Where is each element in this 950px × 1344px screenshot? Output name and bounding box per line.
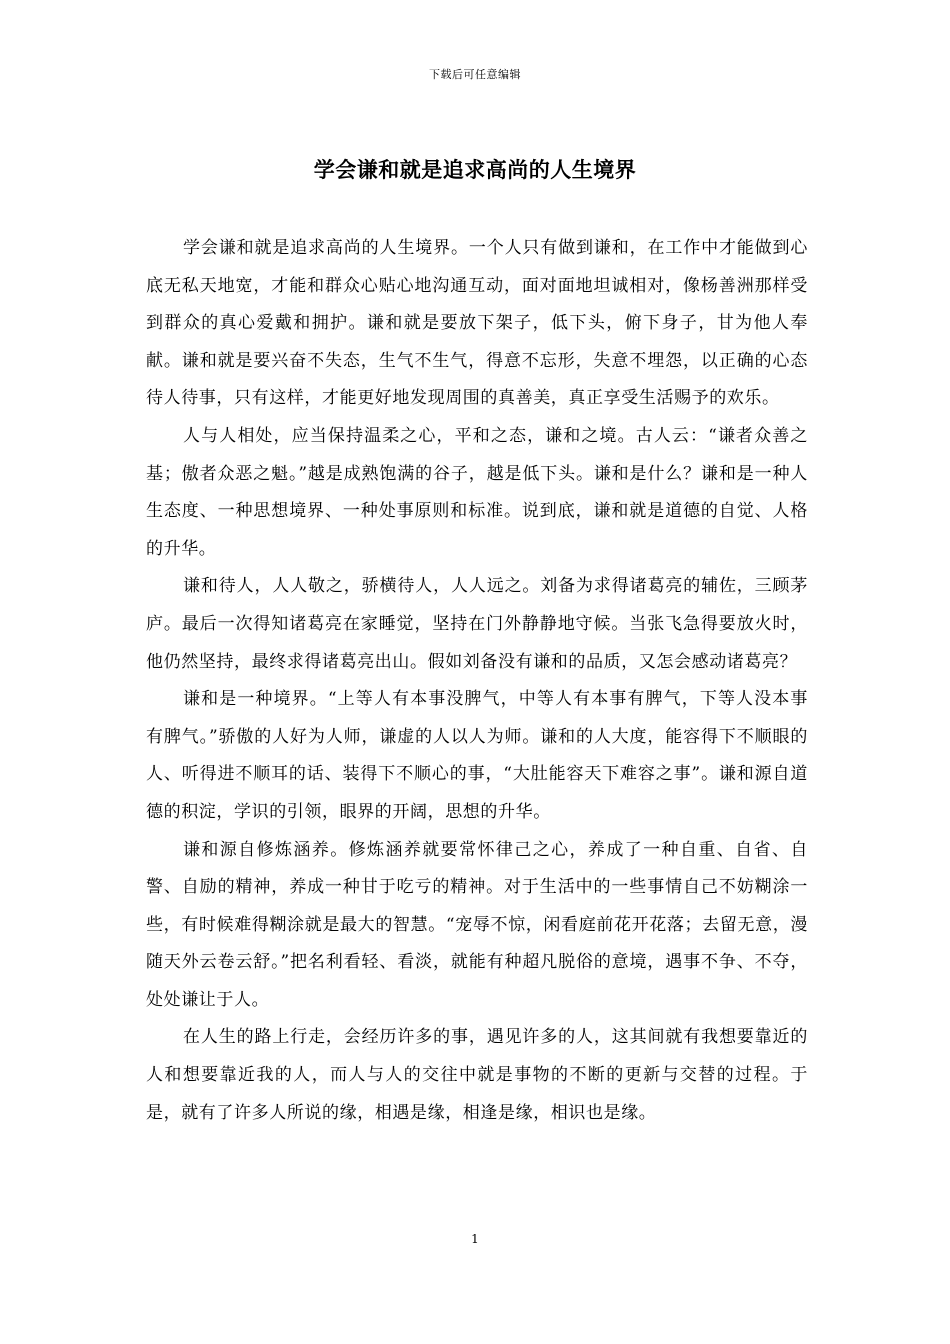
paragraph-3: 谦和待人，人人敬之，骄横待人，人人远之。刘备为求得诸葛亮的辅佐，三顾茅庐。最后一次得知诸葛亮在家睡觉，坚持在门外静静地守候。当张飞急得要放火时，他仍然坚持，最终求得诸葛亮出山。假如刘备没有谦和的品质，又怎会感动诸葛亮？ xyxy=(146,576,808,672)
paragraph-6: 在人生的路上行走，会经历许多的事，遇见许多的人，这其间就有我想要靠近的人和想要靠近我的人，而人与人的交往中就是事物的不断的更新与交替的过程。于是，就有了许多人所说的缘，相遇是缘，相逢是缘，相识也是缘。 xyxy=(146,1027,808,1123)
paragraph-1: 学会谦和就是追求高尚的人生境界。一个人只有做到谦和，在工作中才能做到心底无私天地宽，才能和群众心贴心地沟通互动，面对面地坦诚相对，像杨善洲那样受到群众的真心爱戴和拥护。谦和就是要放下架子，低下头，俯下身子，甘为他人奉献。谦和就是要兴奋不失态，生气不生气，得意不忘形，失意不埋怨，以正确的心态待人待事，只有这样，才能更好地发现周围的真善美，真正享受生活赐予的欢乐。 xyxy=(146,238,808,409)
paragraph-5: 谦和源自修炼涵养。修炼涵养就要常怀律己之心，养成了一种自重、自省、自警、自励的精神，养成一种甘于吃亏的精神。对于生活中的一些事情自己不妨糊涂一些，有时候难得糊涂就是最大的智慧。“宠辱不惊，闲看庭前花开花落；去留无意，漫随天外云卷云舒。”把名利看轻、看淡，就能有种超凡脱俗的意境，遇事不争、不夺，处处谦让于人。 xyxy=(146,839,808,1010)
paragraph-2: 人与人相处，应当保持温柔之心，平和之态，谦和之境。古人云：“谦者众善之基；傲者众恶之魁。”越是成熟饱满的谷子，越是低下头。谦和是什么？谦和是一种人生态度、一种思想境界、一种处事原则和标准。说到底，谦和就是道德的自觉、人格的升华。 xyxy=(146,425,808,559)
document-body xyxy=(146,230,808,1132)
header-note: 下载后可任意编辑 xyxy=(429,68,521,81)
paragraph-4: 谦和是一种境界。“上等人有本事没脾气，中等人有本事有脾气，下等人没本事有脾气。”骄傲的人好为人师，谦虚的人以人为师。谦和的人大度，能容得下不顺眼的人、听得进不顺耳的话、装得下不顺心的事，“大肚能容天下难容之事”。谦和源自道德的积淀，学识的引领，眼界的开阔，思想的升华。 xyxy=(146,689,808,822)
page-number: 1 xyxy=(471,1232,479,1246)
document-title: 学会谦和就是追求高尚的人生境界 xyxy=(313,158,637,182)
